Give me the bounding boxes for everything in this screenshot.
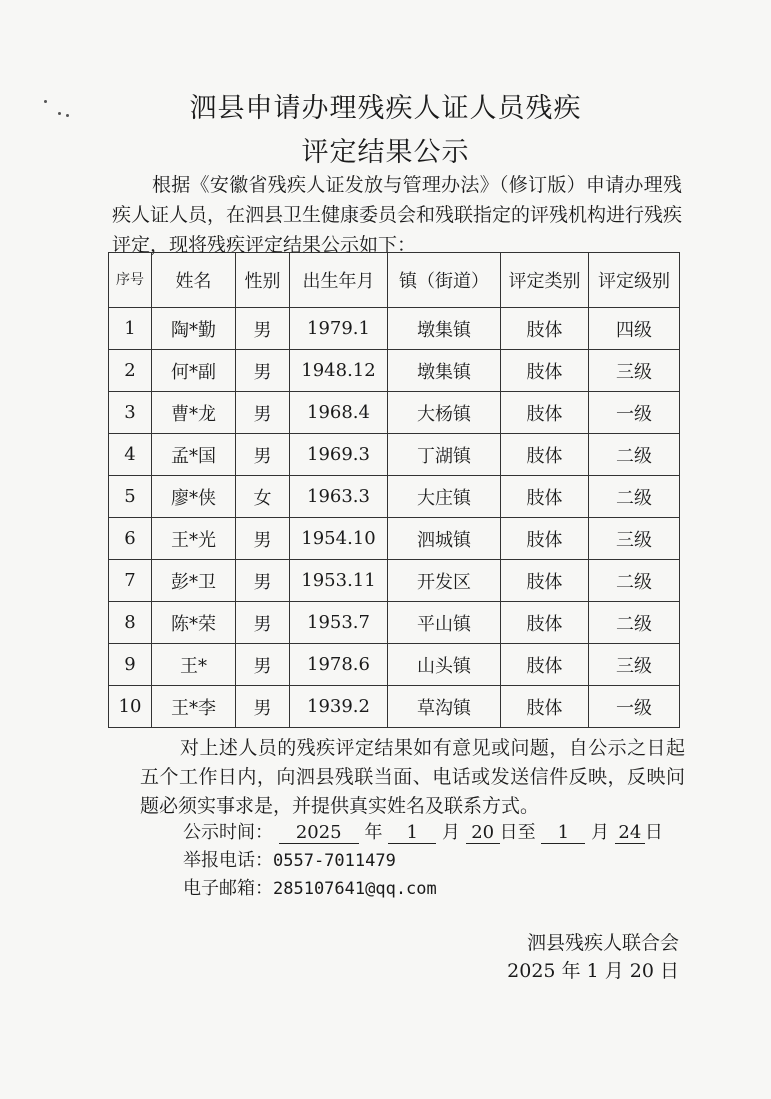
cell-birth: 1953.7	[290, 602, 388, 644]
header-birth: 出生年月	[290, 253, 388, 308]
cell-seq: 1	[109, 308, 152, 350]
header-gender: 性别	[236, 253, 290, 308]
assessment-table	[108, 252, 680, 728]
notice-start-day: 20	[466, 823, 500, 844]
cell-level: 二级	[589, 476, 680, 518]
document-title-line1: 泗县申请办理残疾人证人员残疾	[189, 93, 582, 124]
cell-name: 孟*国	[152, 434, 236, 476]
cell-name: 王*光	[152, 518, 236, 560]
signature-org: 泗县残疾人联合会	[526, 932, 679, 954]
cell-gender: 男	[236, 644, 290, 686]
notice-year: 2025	[279, 823, 359, 844]
cell-town: 大庄镇	[388, 476, 501, 518]
cell-level: 三级	[589, 644, 680, 686]
cell-town: 大杨镇	[388, 392, 501, 434]
notice-end-month-unit: 月	[591, 822, 610, 843]
table-row	[109, 350, 680, 392]
table-row	[109, 602, 680, 644]
header-seq: 序号	[109, 253, 152, 308]
cell-town: 平山镇	[388, 602, 501, 644]
cell-category: 肢体	[501, 476, 589, 518]
cell-gender: 女	[236, 476, 290, 518]
cell-seq: 2	[109, 350, 152, 392]
table-row	[109, 308, 680, 350]
table-row	[109, 476, 680, 518]
cell-town: 开发区	[388, 560, 501, 602]
notice-period-line	[183, 818, 663, 844]
cell-birth: 1979.1	[290, 308, 388, 350]
cell-birth: 1978.6	[290, 644, 388, 686]
phone-line	[183, 846, 396, 872]
cell-town: 丁湖镇	[388, 434, 501, 476]
signature-date: 2025 年 1 月 20 日	[507, 960, 679, 982]
table-row	[109, 434, 680, 476]
table-header-row	[109, 253, 680, 308]
cell-category: 肢体	[501, 308, 589, 350]
cell-name: 何*副	[152, 350, 236, 392]
notice-end-month: 1	[541, 823, 585, 844]
cell-level: 四级	[589, 308, 680, 350]
email-line	[183, 874, 437, 900]
cell-level: 一级	[589, 392, 680, 434]
table-row	[109, 644, 680, 686]
notice-end-day-unit: 日	[644, 822, 663, 843]
cell-gender: 男	[236, 434, 290, 476]
cell-seq: 4	[109, 434, 152, 476]
cell-category: 肢体	[501, 392, 589, 434]
cell-level: 三级	[589, 350, 680, 392]
table-row	[109, 560, 680, 602]
cell-level: 三级	[589, 518, 680, 560]
notice-month-unit: 月	[441, 822, 460, 843]
header-category: 评定类别	[501, 253, 589, 308]
cell-level: 一级	[589, 686, 680, 728]
cell-category: 肢体	[501, 518, 589, 560]
cell-name: 廖*侠	[152, 476, 236, 518]
cell-gender: 男	[236, 602, 290, 644]
phone-label: 举报电话：	[183, 850, 273, 871]
cell-name: 曹*龙	[152, 392, 236, 434]
notice-year-unit: 年	[364, 822, 383, 843]
cell-seq: 5	[109, 476, 152, 518]
cell-birth: 1948.12	[290, 350, 388, 392]
cell-level: 二级	[589, 560, 680, 602]
notice-start-month: 1	[388, 823, 436, 844]
cell-name: 陈*荣	[152, 602, 236, 644]
header-town: 镇（街道）	[388, 253, 501, 308]
document-title-line2: 评定结果公示	[301, 137, 470, 168]
cell-birth: 1969.3	[290, 434, 388, 476]
cell-name: 陶*勤	[152, 308, 236, 350]
cell-town: 墩集镇	[388, 308, 501, 350]
cell-seq: 10	[109, 686, 152, 728]
table-row	[109, 686, 680, 728]
cell-gender: 男	[236, 560, 290, 602]
cell-gender: 男	[236, 350, 290, 392]
cell-birth: 1953.11	[290, 560, 388, 602]
phone-number: 0557-7011479	[273, 851, 396, 871]
notice-period-label: 公示时间：	[183, 822, 273, 843]
cell-town: 泗城镇	[388, 518, 501, 560]
cell-category: 肢体	[501, 602, 589, 644]
cell-town: 山头镇	[388, 644, 501, 686]
cell-town: 草沟镇	[388, 686, 501, 728]
notice-day-to: 日至	[499, 822, 536, 843]
table-row	[109, 392, 680, 434]
notice-end-day: 24	[615, 823, 645, 844]
cell-gender: 男	[236, 518, 290, 560]
cell-category: 肢体	[501, 644, 589, 686]
cell-name: 王*李	[152, 686, 236, 728]
cell-seq: 6	[109, 518, 152, 560]
cell-level: 二级	[589, 434, 680, 476]
intro-paragraph: 根据《安徽省残疾人证发放与管理办法》（修订版）申请办理残疾人证人员，在泗县卫生健康委员会和残联指定的评残机构进行残疾评定，现将残疾评定结果公示如下：	[112, 174, 683, 256]
cell-category: 肢体	[501, 560, 589, 602]
cell-category: 肢体	[501, 350, 589, 392]
email-address: 285107641@qq.com	[273, 879, 437, 899]
cell-seq: 7	[109, 560, 152, 602]
cell-name: 彭*卫	[152, 560, 236, 602]
cell-category: 肢体	[501, 686, 589, 728]
cell-seq: 8	[109, 602, 152, 644]
objection-note: 对上述人员的残疾评定结果如有意见或问题，自公示之日起五个工作日内，向泗县残联当面、电话或发送信件反映，反映问题必须实事求是，并提供真实姓名及联系方式。	[140, 737, 685, 817]
cell-gender: 男	[236, 392, 290, 434]
cell-gender: 男	[236, 686, 290, 728]
cell-seq: 3	[109, 392, 152, 434]
cell-birth: 1939.2	[290, 686, 388, 728]
cell-seq: 9	[109, 644, 152, 686]
cell-gender: 男	[236, 308, 290, 350]
table-row	[109, 518, 680, 560]
cell-birth: 1968.4	[290, 392, 388, 434]
cell-category: 肢体	[501, 434, 589, 476]
cell-birth: 1954.10	[290, 518, 388, 560]
header-name: 姓名	[152, 253, 236, 308]
cell-name: 王*	[152, 644, 236, 686]
cell-town: 墩集镇	[388, 350, 501, 392]
header-level: 评定级别	[589, 253, 680, 308]
email-label: 电子邮箱：	[183, 878, 273, 899]
cell-birth: 1963.3	[290, 476, 388, 518]
cell-level: 二级	[589, 602, 680, 644]
